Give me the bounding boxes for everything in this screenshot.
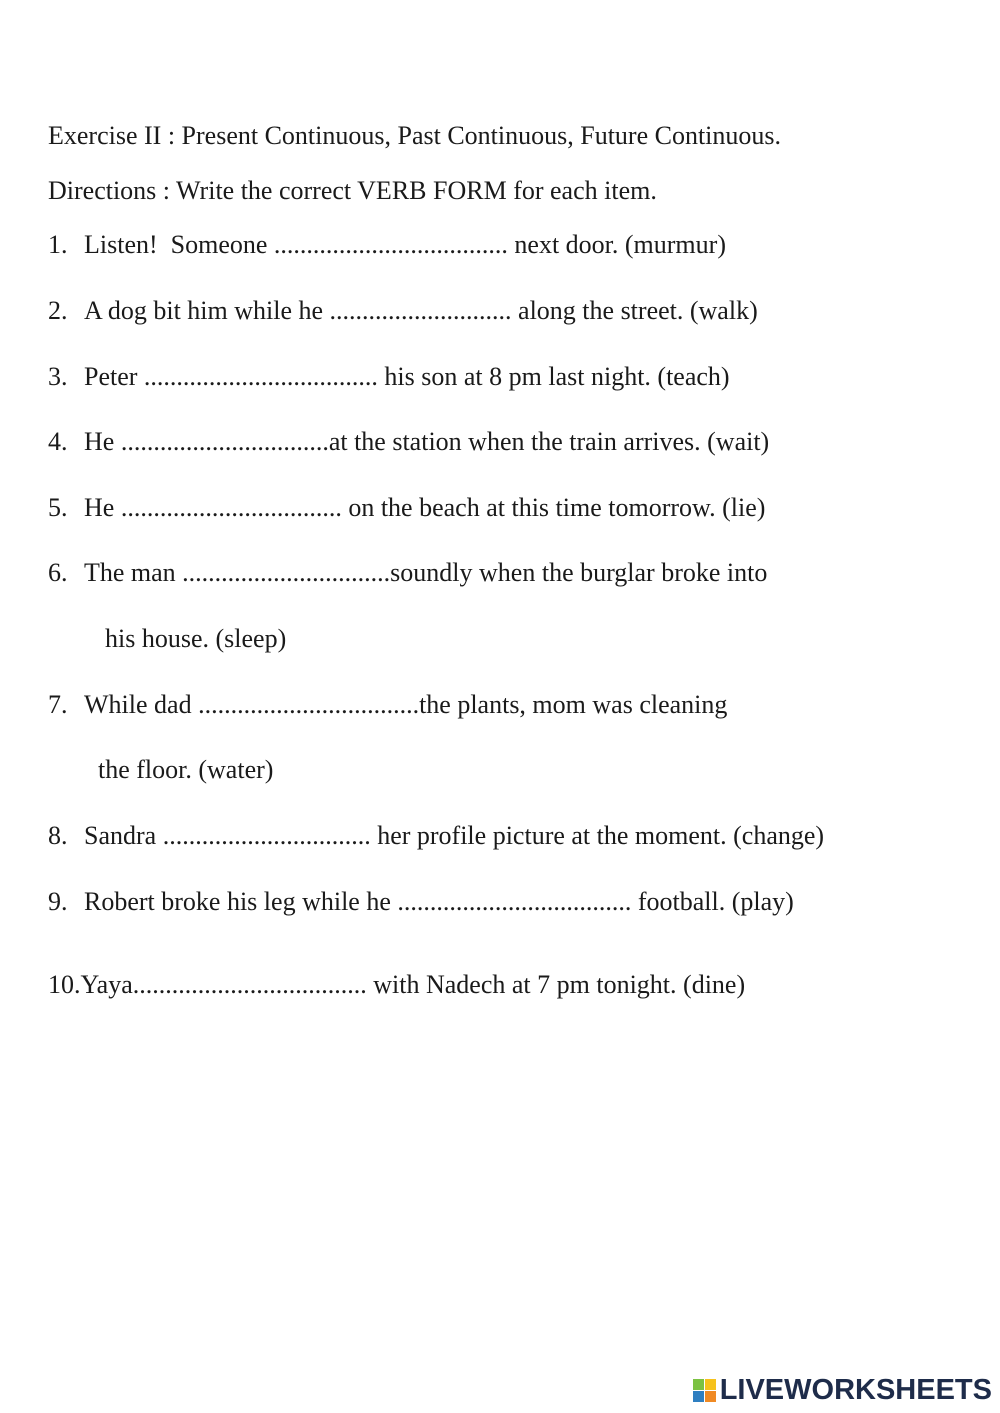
directions-text: Directions : Write the correct VERB FORM for each item. <box>48 176 657 205</box>
list-item-continuation: his house. (sleep) <box>105 624 287 653</box>
list-item-continuation: the floor. (water) <box>98 755 274 784</box>
item-text: Robert broke his leg while he .................................... football. (play) <box>84 887 794 916</box>
item-number: 3. <box>48 362 68 391</box>
list-item <box>48 426 769 458</box>
item-number: 6. <box>48 558 68 587</box>
item-text: Listen! Someone .................................... next door. (murmur) <box>84 230 726 259</box>
item-number: 8. <box>48 821 68 850</box>
list-item <box>48 295 758 327</box>
item-text: While dad ..................................the plants, mom was cleaning <box>84 690 728 719</box>
item-text: A dog bit him while he ............................ along the street. (walk) <box>84 296 758 325</box>
item-text: Sandra ................................ her profile picture at the moment. (change) <box>84 821 825 850</box>
logo-square-blue <box>693 1391 704 1402</box>
item-number: 7. <box>48 690 68 719</box>
item-text: Yaya.................................... with Nadech at 7 pm tonight. (dine) <box>80 970 746 999</box>
logo-square-green <box>693 1379 704 1390</box>
logo-square-yellow <box>705 1379 716 1390</box>
list-item <box>48 229 726 261</box>
item-number: 1. <box>48 230 68 259</box>
item-text: Peter .................................... his son at 8 pm last night. (teach) <box>84 362 730 391</box>
list-item <box>48 361 730 393</box>
list-item <box>48 820 824 852</box>
liveworksheets-brand <box>693 1374 992 1407</box>
item-text: He ................................at the station when the train arrives. (wait) <box>84 427 770 456</box>
item-number: 5. <box>48 493 68 522</box>
list-item <box>48 492 765 524</box>
list-item <box>48 969 745 1001</box>
liveworksheets-logo-icon <box>693 1379 716 1402</box>
item-number: 4. <box>48 427 68 456</box>
list-item <box>48 557 767 589</box>
list-item <box>48 886 794 918</box>
item-number: 2. <box>48 296 68 325</box>
item-number: 10. <box>48 970 81 999</box>
list-item <box>48 689 727 721</box>
item-number: 9. <box>48 887 68 916</box>
item-text: He .................................. on the beach at this time tomorrow. (lie) <box>84 493 766 522</box>
brand-name: LIVEWORKSHEETS <box>719 1374 992 1406</box>
exercise-title: Exercise II : Present Continuous, Past Continuous, Future Continuous. <box>48 121 782 150</box>
item-text: The man ................................soundly when the burglar broke into <box>84 558 768 587</box>
logo-square-orange <box>705 1391 716 1402</box>
